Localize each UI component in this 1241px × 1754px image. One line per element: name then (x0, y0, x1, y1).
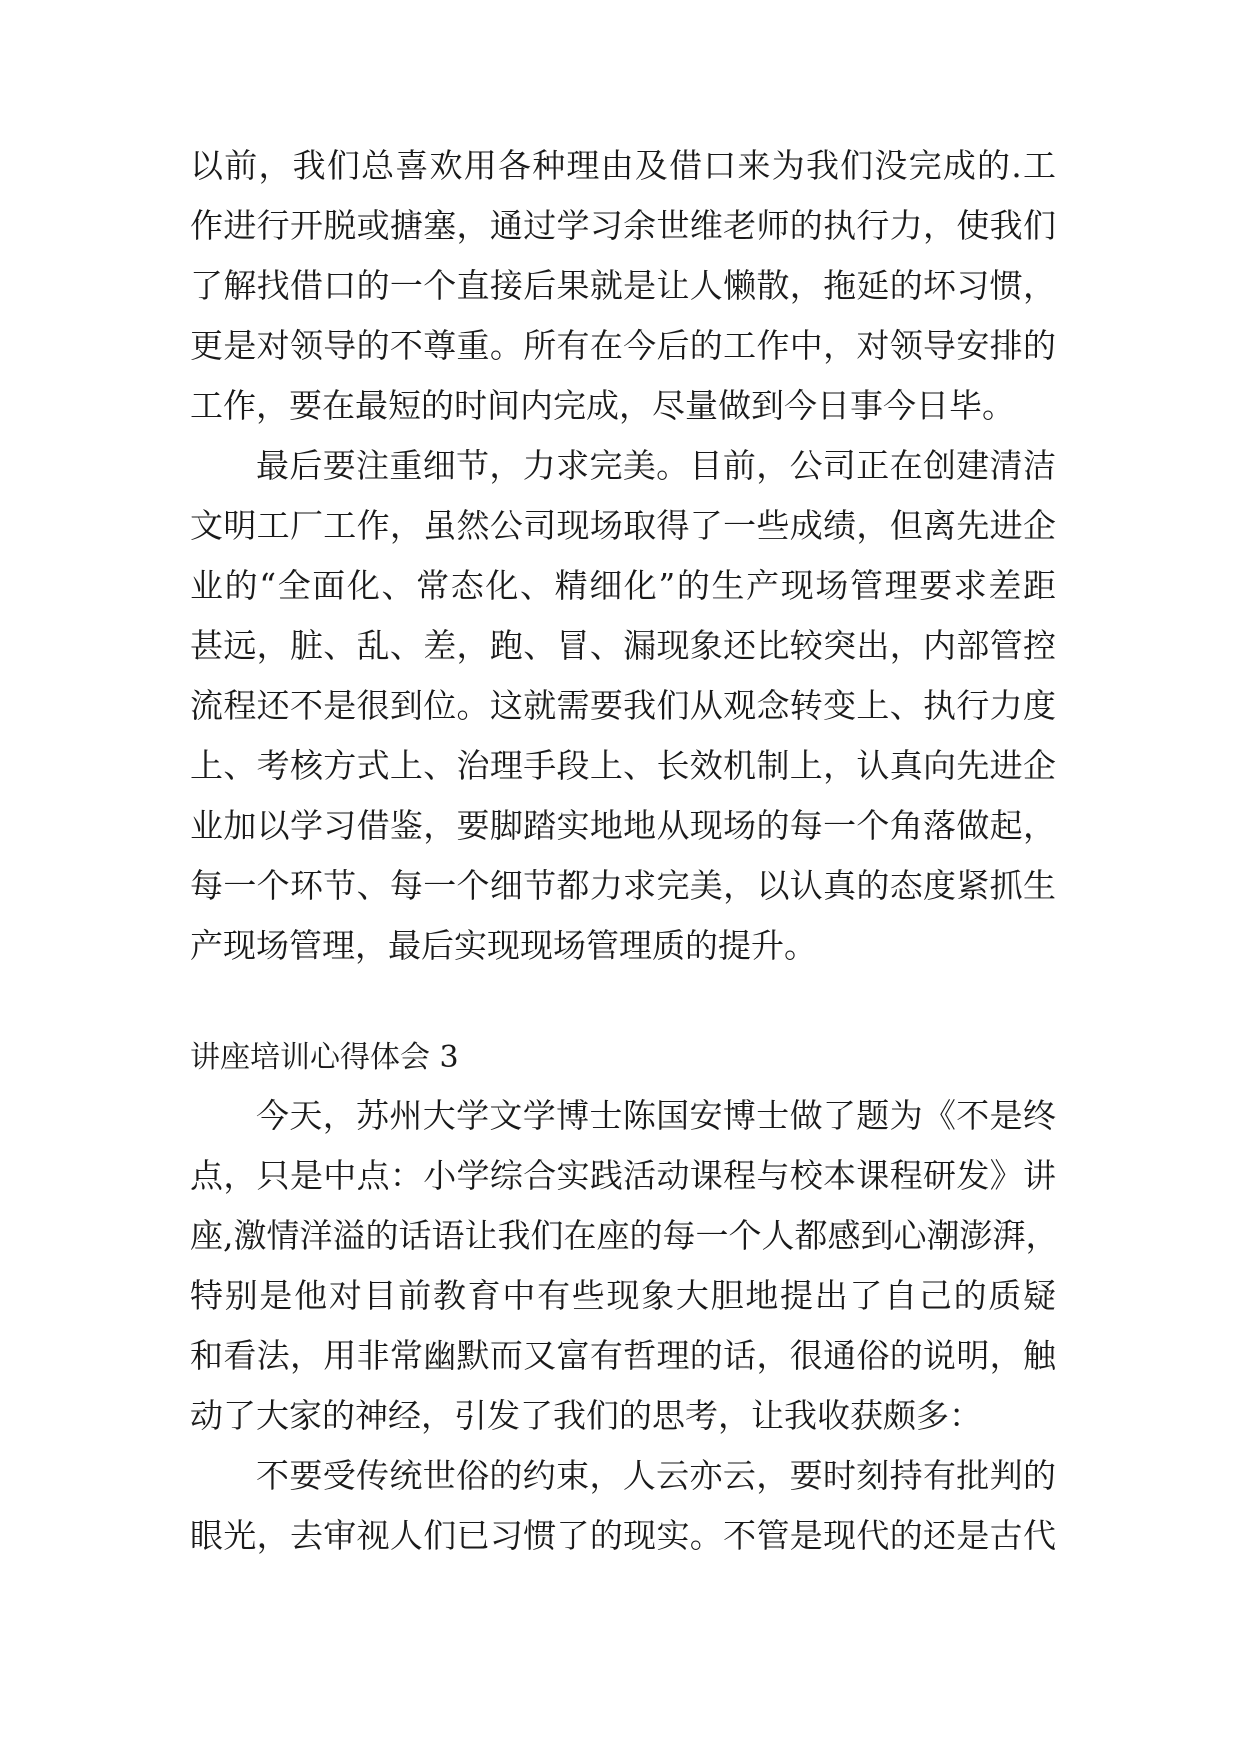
paragraph-3-line-5: 和看法，用非常幽默而又富有哲理的话，很通俗的说明，触 (190, 1336, 1056, 1375)
paragraph-2-line-8: 每一个环节、每一个细节都力求完美，以认真的态度紧抓生 (190, 866, 1056, 905)
paragraph-2-line-1: 最后要注重细节，力求完美。目前，公司正在创建清洁 (256, 446, 1056, 485)
paragraph-2-line-3: 业的“全面化、常态化、精细化”的生产现场管理要求差距 (190, 566, 1056, 605)
paragraph-1-line-5: 工作，要在最短的时间内完成，尽量做到今日事今日毕。 (190, 386, 1015, 425)
paragraph-2-line-7: 业加以学习借鉴，要脚踏实地地从现场的每一个角落做起， (190, 806, 1056, 845)
paragraph-3-line-2: 点，只是中点：小学综合实践活动课程与校本课程研发》讲 (190, 1156, 1056, 1195)
paragraph-2-line-9: 产现场管理，最后实现现场管理质的提升。 (190, 926, 817, 965)
paragraph-2-line-4: 甚远，脏、乱、差，跑、冒、漏现象还比较突出，内部管控 (190, 626, 1056, 665)
section-heading: 讲座培训心得体会 3 (190, 1040, 459, 1075)
paragraph-3-line-3: 座,激情洋溢的话语让我们在座的每一个人都感到心潮澎湃， (190, 1216, 1059, 1255)
paragraph-1-line-2: 作进行开脱或搪塞，通过学习余世维老师的执行力，使我们 (190, 206, 1056, 245)
paragraph-2-line-2: 文明工厂工作，虽然公司现场取得了一些成绩，但离先进企 (190, 506, 1056, 545)
paragraph-1-line-1: 以前，我们总喜欢用各种理由及借口来为我们没完成的.工 (190, 146, 1056, 185)
paragraph-1-line-4: 更是对领导的不尊重。所有在今后的工作中，对领导安排的 (190, 326, 1056, 365)
paragraph-4-line-1: 不要受传统世俗的约束，人云亦云，要时刻持有批判的 (256, 1456, 1056, 1495)
paragraph-2-line-5: 流程还不是很到位。这就需要我们从观念转变上、执行力度 (190, 686, 1056, 725)
paragraph-4-line-2: 眼光，去审视人们已习惯了的现实。不管是现代的还是古代 (190, 1516, 1056, 1555)
paragraph-2-line-6: 上、考核方式上、治理手段上、长效机制上，认真向先进企 (190, 746, 1056, 785)
paragraph-3-line-6: 动了大家的神经，引发了我们的思考，让我收获颇多： (190, 1396, 982, 1435)
paragraph-1-line-3: 了解找借口的一个直接后果就是让人懒散，拖延的坏习惯， (190, 266, 1056, 305)
paragraph-3-line-1: 今天，苏州大学文学博士陈国安博士做了题为《不是终 (256, 1096, 1056, 1135)
paragraph-3-line-4: 特别是他对目前教育中有些现象大胆地提出了自己的质疑 (190, 1276, 1056, 1315)
